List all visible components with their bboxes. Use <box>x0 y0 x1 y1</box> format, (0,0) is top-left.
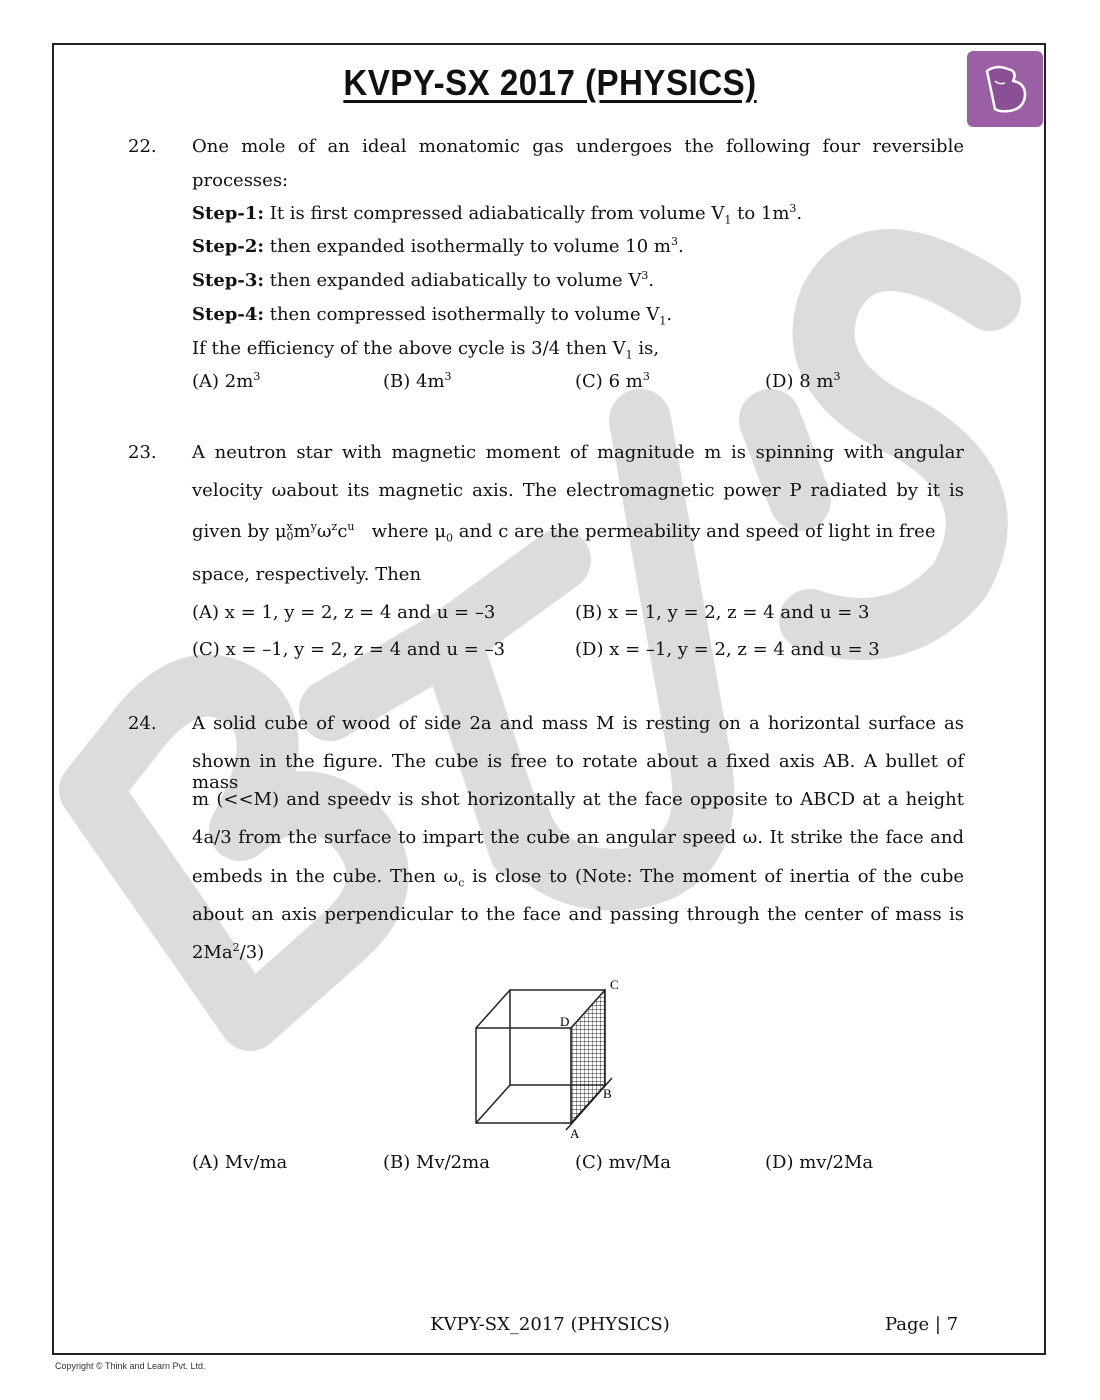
q23-line-1: A neutron star with magnetic moment of magnitude m is spinning with angular <box>192 442 964 463</box>
question-number-23: 23. <box>128 442 157 463</box>
label-a: A <box>570 1126 580 1141</box>
q24-option-c[interactable]: (C) mv/Ma <box>575 1152 672 1173</box>
q24-option-d[interactable]: (D) mv/2Ma <box>765 1152 874 1173</box>
label-b: B <box>603 1086 612 1101</box>
step-label: Step-4: <box>192 304 264 325</box>
q22-step-1: Step-1: It is first compressed adiabatically from volume $V_1$ to $1m^3$. <box>192 202 803 227</box>
q24-line-2: shown in the figure. The cube is free to rotate about a fixed axis AB. A bullet of mass <box>192 751 964 793</box>
q23-option-b[interactable]: (B) x = 1, y = 2, z = 4 and u = 3 <box>575 602 870 623</box>
q22-step-4: Step-4: then compressed isothermally to volume $V_1$. <box>192 304 673 328</box>
q22-step-2: Step-2: then expanded isothermally to volume 10 $m^3$. <box>192 235 684 257</box>
question-number-24: 24. <box>128 713 157 734</box>
q23-line-4: space, respectively. Then <box>192 564 422 585</box>
q23-option-d[interactable]: (D) x = –1, y = 2, z = 4 and u = 3 <box>575 639 880 660</box>
step-label: Step-2: <box>192 236 264 257</box>
page-number: Page | 7 <box>885 1314 959 1335</box>
cube-diagram <box>460 965 640 1145</box>
q24-line-5: embeds in the cube. Then $\omega_c$ is close to (Note: The moment of inertia of the cube <box>192 866 964 890</box>
q24-line-6: about an axis perpendicular to the face and passing through the center of mass is <box>192 904 964 925</box>
q22-step-3: Step-3: then expanded adiabatically to volume $V^3$. <box>192 269 655 291</box>
q22-option-a[interactable]: (A) $2m^3$ <box>192 370 261 392</box>
question-number-22: 22. <box>128 136 157 157</box>
q22-line-1: One mole of an ideal monatomic gas undergoes the following four reversible <box>192 136 964 157</box>
q22-line-2: processes: <box>192 170 289 191</box>
q23-formula-line: given by μ x 0 $m^y\omega^zc^u$ where $\mu_0$ and c are the permeability and speed of light in free <box>192 520 936 545</box>
step-label: Step-1: <box>192 203 264 224</box>
q23-option-a[interactable]: (A) x = 1, y = 2, z = 4 and u = –3 <box>192 602 496 623</box>
label-c: C <box>610 977 619 992</box>
copyright-notice: Copyright © Think and Learn Pvt. Ltd. <box>55 1361 206 1371</box>
q22-option-c[interactable]: (C) 6 $m^3$ <box>575 370 650 392</box>
q22-option-b[interactable]: (B) $4m^3$ <box>383 370 452 392</box>
step-label: Step-3: <box>192 270 264 291</box>
power-formula: μ x 0 $m^y\omega^zc^u$ <box>274 520 355 543</box>
q24-line-3: m (<<M) and speedv is shot horizontally at the face opposite to ABCD at a height <box>192 789 964 810</box>
byjus-b-logo-icon <box>967 51 1043 127</box>
q23-line-2: velocity ωabout its magnetic axis. The electromagnetic power P radiated by it is <box>192 480 964 501</box>
q24-line-4: 4a/3 from the surface to impart the cube an angular speed ω. It strike the face and <box>192 827 964 848</box>
q22-prompt: If the efficiency of the above cycle is 3/4 then $V_1$ is, <box>192 338 660 362</box>
page-title: KVPY-SX 2017 (PHYSICS) <box>343 62 757 103</box>
q24-option-a[interactable]: (A) Mv/ma <box>192 1152 288 1173</box>
q22-option-d[interactable]: (D) 8 $m^3$ <box>765 370 841 392</box>
q23-option-c[interactable]: (C) x = –1, y = 2, z = 4 and u = –3 <box>192 639 506 660</box>
q24-option-b[interactable]: (B) Mv/2ma <box>383 1152 490 1173</box>
footer-title: KVPY-SX_2017 (PHYSICS) <box>430 1314 670 1335</box>
q24-line-1: A solid cube of wood of side 2a and mass M is resting on a horizontal surface as <box>192 713 964 734</box>
label-d: D <box>560 1014 570 1029</box>
q24-line-7: 2Ma$^2$/3) <box>192 941 265 963</box>
